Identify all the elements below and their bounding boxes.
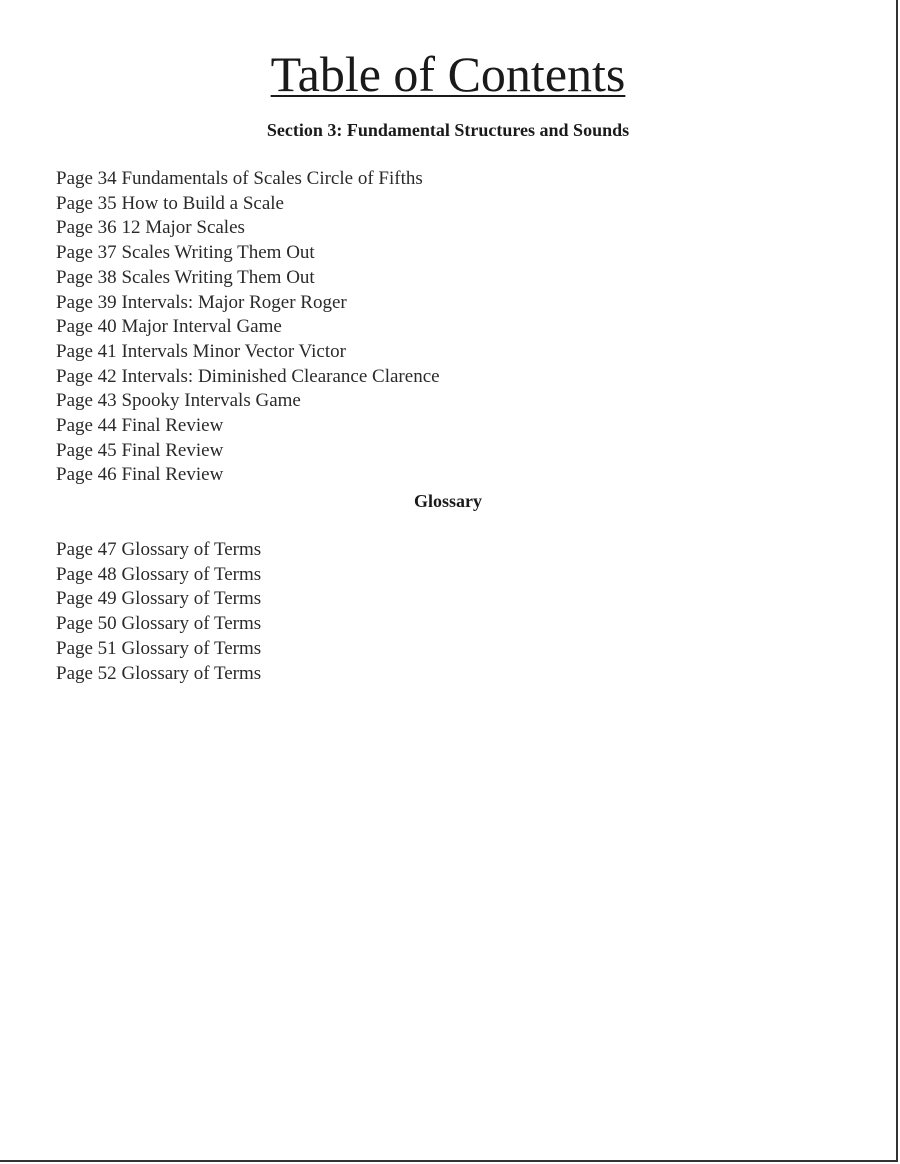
toc-entry-page: Page 42 xyxy=(56,365,117,387)
toc-entry-page: Page 35 xyxy=(56,192,117,214)
toc-entry-page: Page 41 xyxy=(56,340,117,362)
toc-entry-page: Page 38 xyxy=(56,266,117,288)
toc-entry-title: Intervals Minor Vector Victor xyxy=(121,340,346,362)
toc-entry-page: Page 49 xyxy=(56,588,117,610)
toc-entry-title: Final Review xyxy=(121,464,224,486)
toc-entry xyxy=(56,192,440,217)
toc-entry xyxy=(56,167,440,192)
toc-entry-title: Intervals: Major Roger Roger xyxy=(121,291,347,313)
toc-entry xyxy=(56,538,261,563)
toc-entry xyxy=(56,563,261,588)
toc-entry xyxy=(56,315,440,340)
section-3-heading: Section 3: Fundamental Structures and Sounds xyxy=(266,120,630,140)
toc-entry-title: Fundamentals of Scales Circle of Fifths xyxy=(121,168,423,189)
toc-entry-page: Page 51 xyxy=(56,637,117,659)
toc-entry xyxy=(56,216,440,241)
toc-entry xyxy=(56,389,440,414)
toc-entry-page: Page 37 xyxy=(56,242,117,264)
toc-entry-title: Scales Writing Them Out xyxy=(121,242,315,264)
toc-entry xyxy=(56,612,261,637)
toc-entry-page: Page 50 xyxy=(56,613,117,635)
toc-entry-page: Page 43 xyxy=(56,390,117,412)
toc-entry-title: Intervals: Diminished Clearance Clarence xyxy=(121,365,440,387)
toc-entry-title: Glossary of Terms xyxy=(121,662,262,684)
toc-entry-title: How to Build a Scale xyxy=(121,192,284,214)
page-title: Table of Contents xyxy=(270,46,626,102)
toc-entry-page: Page 34 xyxy=(56,168,117,189)
toc-entry-page: Page 36 xyxy=(56,217,117,239)
toc-entry xyxy=(56,365,440,390)
glossary-heading: Glossary xyxy=(413,491,482,511)
toc-entry-page: Page 45 xyxy=(56,439,117,461)
toc-entry-page: Page 52 xyxy=(56,662,117,684)
toc-entry xyxy=(56,637,261,662)
toc-entry xyxy=(56,439,440,464)
toc-entry xyxy=(56,414,440,439)
glossary-entry-list xyxy=(56,538,261,686)
toc-entry xyxy=(56,266,440,291)
toc-entry-page: Page 48 xyxy=(56,563,117,585)
toc-entry-title: 12 Major Scales xyxy=(121,217,245,239)
toc-entry-title: Glossary of Terms xyxy=(121,539,262,560)
toc-entry-title: Glossary of Terms xyxy=(121,563,262,585)
toc-entry-title: Scales Writing Them Out xyxy=(121,266,315,288)
toc-entry-title: Major Interval Game xyxy=(121,316,282,338)
toc-entry-title: Glossary of Terms xyxy=(121,637,262,659)
toc-entry xyxy=(56,291,440,316)
toc-entry-page: Page 44 xyxy=(56,415,117,437)
toc-entry-title: Glossary of Terms xyxy=(121,613,262,635)
toc-entry-page: Page 47 xyxy=(56,539,117,560)
toc-entry-title: Glossary of Terms xyxy=(121,588,262,610)
toc-entry xyxy=(56,241,440,266)
section-3-entry-list xyxy=(56,167,440,488)
toc-entry-page: Page 39 xyxy=(56,291,117,313)
toc-entry-title: Final Review xyxy=(121,415,224,437)
toc-entry-title: Spooky Intervals Game xyxy=(121,390,301,412)
toc-entry xyxy=(56,340,440,365)
toc-entry-page: Page 40 xyxy=(56,316,117,338)
toc-entry xyxy=(56,587,261,612)
toc-entry-title: Final Review xyxy=(121,439,224,461)
toc-entry xyxy=(56,662,261,687)
toc-entry xyxy=(56,463,440,488)
toc-entry-page: Page 46 xyxy=(56,464,117,486)
